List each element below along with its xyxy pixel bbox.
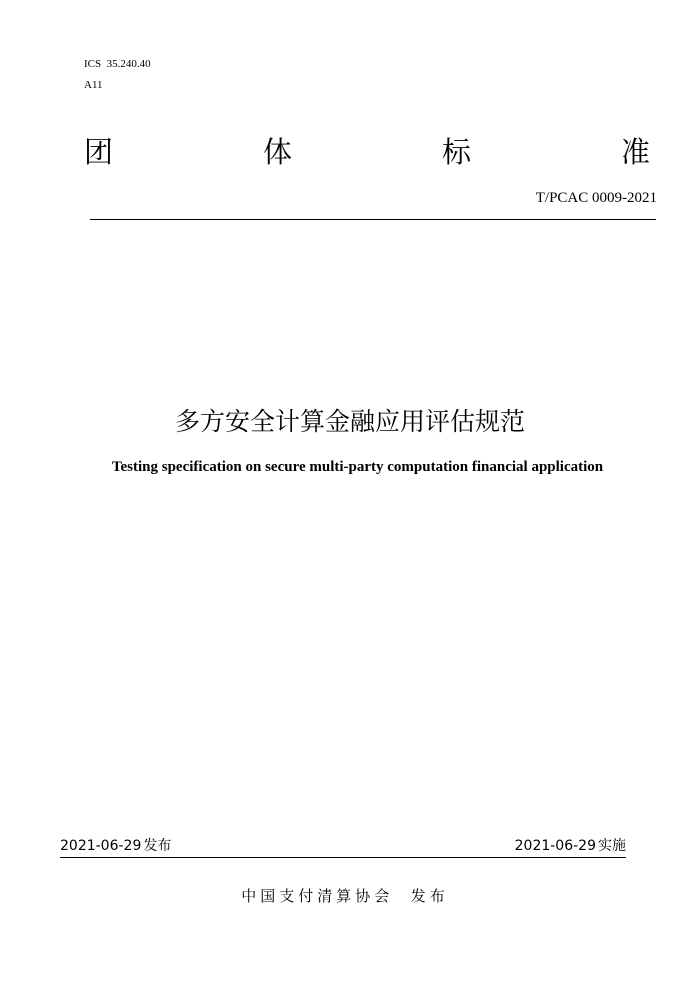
standard-type-heading bbox=[84, 132, 650, 172]
bottom-divider bbox=[60, 857, 626, 858]
classification-code: A11 bbox=[84, 79, 103, 91]
standard-type-char: 准 bbox=[620, 135, 650, 169]
publish-date-group bbox=[60, 836, 171, 856]
implement-date: 2021-06-29 bbox=[514, 838, 596, 854]
standard-number: T/PCAC 0009-2021 bbox=[535, 190, 657, 206]
implement-label: 实施 bbox=[598, 838, 626, 854]
standard-type-char: 标 bbox=[441, 135, 471, 169]
document-title-chinese: 多方安全计算金融应用评估规范 bbox=[174, 407, 525, 436]
document-title-english: Testing specification on secure multi-party computation financial application bbox=[111, 459, 604, 475]
standard-type-char: 体 bbox=[262, 135, 292, 169]
publish-date: 2021-06-29 bbox=[60, 838, 142, 854]
publish-label: 发布 bbox=[143, 838, 172, 854]
issuing-organization: 中国支付清算协会 发布 bbox=[241, 887, 449, 905]
date-row bbox=[60, 836, 626, 856]
top-divider bbox=[90, 219, 656, 220]
implement-date-group bbox=[515, 836, 626, 856]
ics-code: ICS 35.240.40 bbox=[84, 58, 151, 70]
standard-type-char: 团 bbox=[84, 135, 114, 169]
